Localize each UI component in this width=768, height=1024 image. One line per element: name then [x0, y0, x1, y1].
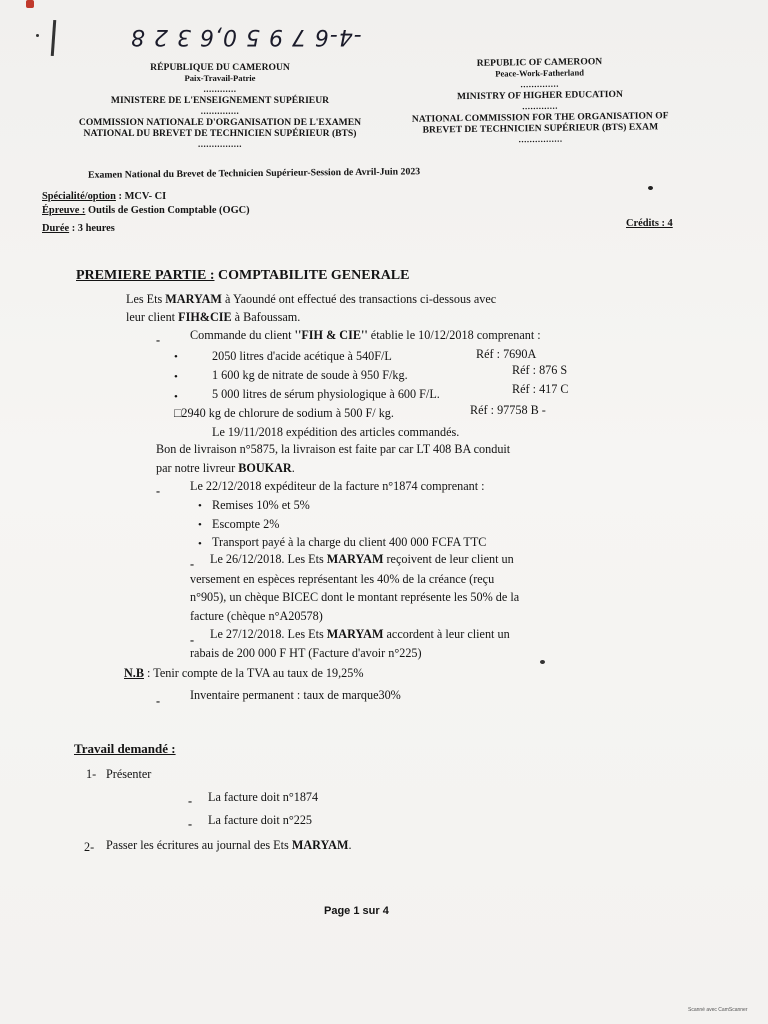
speciality-label: Spécialité/option [42, 191, 116, 202]
p26-line1 [210, 552, 514, 567]
bullet: • [198, 538, 202, 550]
intro-text: leur client [126, 310, 179, 324]
header-left-country: RÉPUBLIQUE DU CAMEROUN [150, 62, 290, 73]
order-item-3-ref: Réf : 417 C [512, 382, 569, 396]
travail-title: Travail demandé : [74, 741, 176, 756]
order-text: Commande du client [190, 328, 295, 342]
header-right-ministry: MINISTRY OF HIGHER EDUCATION [456, 88, 623, 103]
delivery-text: . [291, 461, 295, 475]
red-mark [26, 0, 34, 8]
part1-title-rest: COMPTABILITE GENERALE [217, 268, 410, 283]
scanner-watermark: Scanné avec CamScanner [688, 1007, 748, 1013]
epreuve-value: Outils de Gestion Comptable (OGC) [88, 205, 250, 216]
p27-text: Le 27/12/2018. Les Ets [210, 627, 327, 641]
p26-line2: versement en espèces représentant les 40% de la créance (reçu [190, 572, 495, 586]
inventory-dash: - [156, 694, 161, 708]
header-right-commission-line1: NATIONAL COMMISSION FOR THE ORGANISATION OF [411, 110, 669, 125]
bullet: • [174, 351, 178, 363]
epreuve-label: Épreuve : [42, 205, 86, 216]
delivery-text: par notre livreur [156, 461, 239, 475]
order-item-1: 2050 litres d'acide acétique à 540F/L [212, 349, 392, 363]
p27-text: accordent à leur client un [383, 627, 510, 641]
header-left-motto: Paix-Travail-Patrie [184, 73, 256, 83]
invoice-dash: - [156, 484, 161, 498]
delivery-line2 [156, 461, 295, 476]
header-right-motto: Peace-Work-Fatherland [495, 67, 585, 79]
p27-line1 [210, 627, 510, 642]
q1a-text: La facture doit n°1874 [208, 790, 319, 804]
p26-text: reçoivent de leur client un [383, 552, 514, 566]
bullet: • [198, 500, 202, 512]
header-left [60, 62, 380, 150]
credits: Crédits : 4 [626, 218, 673, 229]
header-right-country: REPUBLIC OF CAMEROON [476, 56, 603, 69]
pen-stroke [51, 20, 57, 56]
q2-text-part: . [348, 838, 352, 852]
intro-text: à Bafoussam. [231, 310, 301, 324]
epreuve-line [42, 205, 250, 216]
ink-dot [648, 186, 653, 190]
invoice-item-3: Transport payé à la charge du client 400 000 FCFA TTC [212, 535, 487, 549]
duree-label: Durée [42, 223, 70, 234]
header-right-dots: ................ [518, 133, 563, 145]
bullet: • [174, 371, 178, 383]
delivery-line1: Bon de livraison n°5875, la livraison est faite par car LT 408 BA conduit [156, 442, 511, 456]
invoice-intro: Le 22/12/2018 expéditeur de la facture n°1874 comprenant : [190, 479, 485, 493]
handwritten-number: -4-6 7 9 5 0,6 3 2 8 [130, 24, 362, 49]
company-name: MARYAM [326, 552, 384, 566]
header-right-dots: .............. [520, 78, 560, 90]
header-left-ministry: MINISTERE DE L'ENSEIGNEMENT SUPÉRIEUR [110, 95, 330, 106]
nb-label: N.B [124, 666, 144, 680]
p26-line3: n°905), un chèque BICEC dont le montant représente les 50% de la [190, 590, 520, 604]
q1-text: Présenter [106, 767, 152, 781]
q2-text-part: Passer les écritures au journal des Ets [106, 838, 292, 852]
order-item-2: 1 600 kg de nitrate de soude à 950 F/kg. [212, 368, 408, 382]
header-left-dots: .............. [200, 106, 240, 116]
driver-name: BOUKAR [238, 461, 292, 475]
q2-text [106, 838, 352, 853]
nb-line [124, 666, 363, 681]
order-dash: - [156, 333, 161, 347]
speciality-line [42, 191, 166, 202]
pen-dot [36, 34, 39, 37]
header-left-commission-line2: NATIONAL DU BREVET DE TECHNICIEN SUPÉRIEUR (BTS) [83, 128, 357, 139]
header-left-dots: ............ [203, 84, 237, 94]
speciality-value: : MCV- CI [118, 191, 167, 202]
order-item-3: 5 000 litres de sérum physiologique à 600 F/L. [212, 387, 440, 401]
bullet: • [198, 519, 202, 531]
order-item-1-ref: Réf : 7690A [476, 347, 537, 361]
intro-line1 [126, 292, 496, 307]
company-name: MARYAM [291, 838, 349, 852]
header-right-commission-line2: BREVET DE TECHNICIEN SUPÉRIEUR (BTS) EXAM [422, 121, 659, 136]
bullet: • [174, 391, 178, 403]
order-item-4: □2940 kg de chlorure de sodium à 500 F/ kg. [174, 406, 394, 420]
q1a-dash: - [188, 794, 193, 808]
part1-title-prefix: PREMIERE PARTIE : [76, 268, 215, 283]
shipping-line: Le 19/11/2018 expédition des articles commandés. [212, 425, 460, 439]
header-left-commission-line1: COMMISSION NATIONALE D'ORGANISATION DE L'EXAMEN [78, 117, 362, 128]
page-number: Page 1 sur 4 [324, 905, 389, 917]
invoice-item-2: Escompte 2% [212, 517, 280, 531]
intro-line2 [126, 310, 300, 325]
inventory-line: Inventaire permanent : taux de marque30% [190, 688, 401, 702]
q1b-text: La facture doit n°225 [208, 813, 313, 827]
p26-text: Le 26/12/2018. Les Ets [210, 552, 327, 566]
header-left-dots: ................ [198, 139, 242, 149]
order-item-4-ref: Réf : 97758 B - [470, 403, 546, 417]
p27-dash: - [190, 633, 195, 647]
q1b-dash: - [188, 817, 193, 831]
client-name-quoted: ''FIH & CIE'' [294, 328, 368, 342]
intro-text: à Yaoundé ont effectué des transactions ci-dessous avec [221, 292, 497, 306]
p26-line4: facture (chèque n°A20578) [190, 609, 323, 623]
client-name: FIH&CIE [178, 310, 232, 324]
ink-dot [540, 660, 545, 664]
duree-line [42, 223, 115, 234]
p27-line2: rabais de 200 000 F HT (Facture d'avoir n°225) [190, 646, 422, 660]
intro-text: Les Ets [126, 292, 166, 306]
p26-dash: - [190, 557, 195, 571]
part1-title [76, 268, 409, 284]
order-line [190, 328, 541, 343]
company-name: MARYAM [326, 627, 384, 641]
header-right-dots: ............. [522, 100, 559, 112]
company-name: MARYAM [165, 292, 222, 306]
nb-text: : Tenir compte de la TVA au taux de 19,25% [143, 666, 364, 680]
q2-number: 2- [84, 840, 95, 854]
header-right [394, 55, 685, 147]
duree-value: : 3 heures [71, 223, 115, 234]
order-text: établie le 10/12/2018 comprenant : [367, 328, 541, 342]
order-item-2-ref: Réf : 876 S [512, 363, 568, 377]
invoice-item-1: Remises 10% et 5% [212, 498, 310, 512]
exam-title: Examen National du Brevet de Technicien Supérieur-Session de Avril-Juin 2023 [87, 166, 421, 181]
q1-number: 1- [86, 767, 97, 781]
